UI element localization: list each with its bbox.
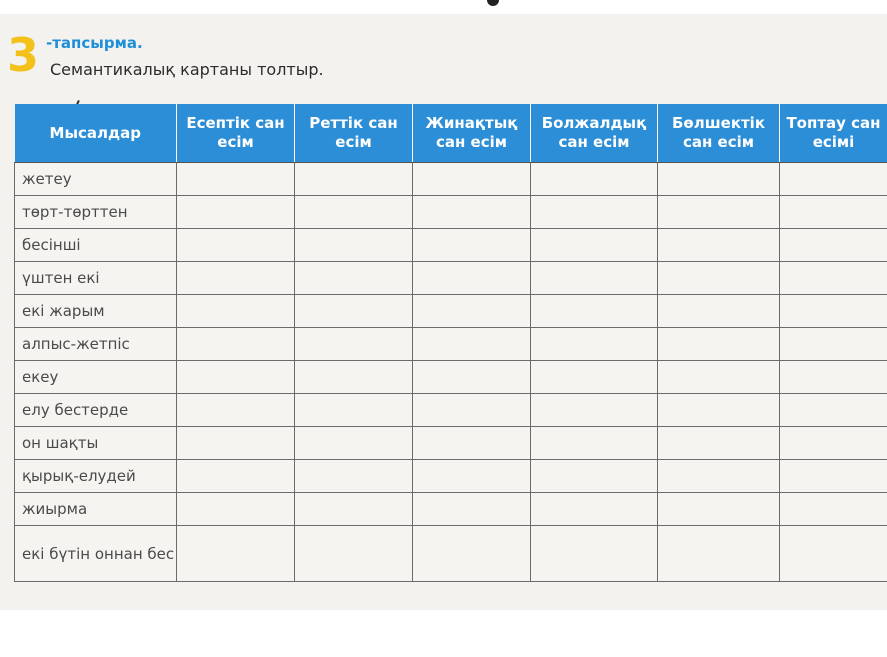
answer-cell[interactable] [531, 196, 658, 229]
table-row [15, 163, 887, 196]
answer-cell[interactable] [780, 163, 887, 196]
table-row [15, 328, 887, 361]
answer-cell[interactable] [413, 262, 531, 295]
table-row [15, 394, 887, 427]
answer-cell[interactable] [780, 295, 887, 328]
task-number: 3 [7, 28, 40, 82]
answer-cell[interactable] [295, 394, 413, 427]
example-cell: екі жарым [15, 295, 177, 328]
answer-cell[interactable] [658, 427, 780, 460]
example-cell: елу бестерде [15, 394, 177, 427]
table-row [15, 361, 887, 394]
answer-cell[interactable] [177, 394, 295, 427]
answer-cell[interactable] [658, 361, 780, 394]
answer-cell[interactable] [531, 526, 658, 582]
example-cell: жетеу [15, 163, 177, 196]
header-distributive: Топтау сан есімі [780, 104, 887, 163]
answer-cell[interactable] [413, 163, 531, 196]
table-row [15, 460, 887, 493]
answer-cell[interactable] [780, 262, 887, 295]
answer-cell[interactable] [531, 262, 658, 295]
header-fractional: Бөлшектік сан есім [658, 104, 780, 163]
table-row [15, 229, 887, 262]
answer-cell[interactable] [177, 460, 295, 493]
answer-cell[interactable] [531, 163, 658, 196]
answer-cell[interactable] [295, 328, 413, 361]
answer-cell[interactable] [658, 526, 780, 582]
header-examples: Мысалдар [15, 104, 177, 163]
answer-cell[interactable] [658, 460, 780, 493]
answer-cell[interactable] [780, 229, 887, 262]
table-row [15, 526, 887, 582]
answer-cell[interactable] [295, 196, 413, 229]
answer-cell[interactable] [780, 493, 887, 526]
answer-cell[interactable] [413, 196, 531, 229]
answer-cell[interactable] [658, 163, 780, 196]
top-edge-mark [487, 0, 499, 6]
answer-cell[interactable] [413, 328, 531, 361]
answer-cell[interactable] [295, 460, 413, 493]
answer-cell[interactable] [177, 526, 295, 582]
answer-cell[interactable] [413, 295, 531, 328]
example-cell: екеу [15, 361, 177, 394]
header-ordinal: Реттік сан есім [295, 104, 413, 163]
example-cell: төрт-төрттен [15, 196, 177, 229]
semantic-map-table [14, 104, 887, 582]
answer-cell[interactable] [295, 229, 413, 262]
answer-cell[interactable] [295, 427, 413, 460]
header-cardinal: Есептік сан есім [177, 104, 295, 163]
answer-cell[interactable] [413, 361, 531, 394]
task-instruction: Семантикалық картаны толтыр. [50, 60, 324, 79]
answer-cell[interactable] [177, 361, 295, 394]
example-cell: бесінші [15, 229, 177, 262]
answer-cell[interactable] [413, 493, 531, 526]
answer-cell[interactable] [413, 229, 531, 262]
answer-cell[interactable] [413, 460, 531, 493]
answer-cell[interactable] [780, 427, 887, 460]
answer-cell[interactable] [531, 493, 658, 526]
answer-cell[interactable] [177, 163, 295, 196]
answer-cell[interactable] [658, 229, 780, 262]
answer-cell[interactable] [295, 361, 413, 394]
table-header-row [15, 104, 887, 163]
table-row [15, 196, 887, 229]
answer-cell[interactable] [177, 328, 295, 361]
answer-cell[interactable] [531, 460, 658, 493]
answer-cell[interactable] [413, 526, 531, 582]
answer-cell[interactable] [177, 295, 295, 328]
task-label: -тапсырма. [46, 34, 143, 52]
answer-cell[interactable] [780, 394, 887, 427]
answer-cell[interactable] [531, 394, 658, 427]
answer-cell[interactable] [780, 361, 887, 394]
answer-cell[interactable] [531, 328, 658, 361]
answer-cell[interactable] [658, 262, 780, 295]
header-approximate: Болжалдық сан есім [531, 104, 658, 163]
answer-cell[interactable] [413, 394, 531, 427]
table-row [15, 427, 887, 460]
answer-cell[interactable] [780, 526, 887, 582]
answer-cell[interactable] [413, 427, 531, 460]
answer-cell[interactable] [177, 229, 295, 262]
table-row [15, 493, 887, 526]
answer-cell[interactable] [658, 493, 780, 526]
answer-cell[interactable] [295, 295, 413, 328]
answer-cell[interactable] [177, 493, 295, 526]
answer-cell[interactable] [780, 460, 887, 493]
example-cell: алпыс-жетпіс [15, 328, 177, 361]
answer-cell[interactable] [295, 163, 413, 196]
worksheet-page [0, 14, 887, 610]
answer-cell[interactable] [177, 196, 295, 229]
answer-cell[interactable] [295, 526, 413, 582]
answer-cell[interactable] [658, 196, 780, 229]
table-row [15, 262, 887, 295]
answer-cell[interactable] [658, 295, 780, 328]
answer-cell[interactable] [531, 229, 658, 262]
answer-cell[interactable] [531, 361, 658, 394]
header-collective: Жинақтық сан есім [413, 104, 531, 163]
answer-cell[interactable] [177, 262, 295, 295]
answer-cell[interactable] [658, 394, 780, 427]
example-cell: екі бүтін оннан бес [15, 526, 177, 582]
answer-cell[interactable] [780, 196, 887, 229]
answer-cell[interactable] [177, 427, 295, 460]
answer-cell[interactable] [658, 328, 780, 361]
table-row [15, 295, 887, 328]
answer-cell[interactable] [531, 427, 658, 460]
example-cell: қырық-елудей [15, 460, 177, 493]
answer-cell[interactable] [295, 262, 413, 295]
example-cell: жиырма [15, 493, 177, 526]
answer-cell[interactable] [295, 493, 413, 526]
example-cell: үштен екі [15, 262, 177, 295]
answer-cell[interactable] [531, 295, 658, 328]
example-cell: он шақты [15, 427, 177, 460]
answer-cell[interactable] [780, 328, 887, 361]
